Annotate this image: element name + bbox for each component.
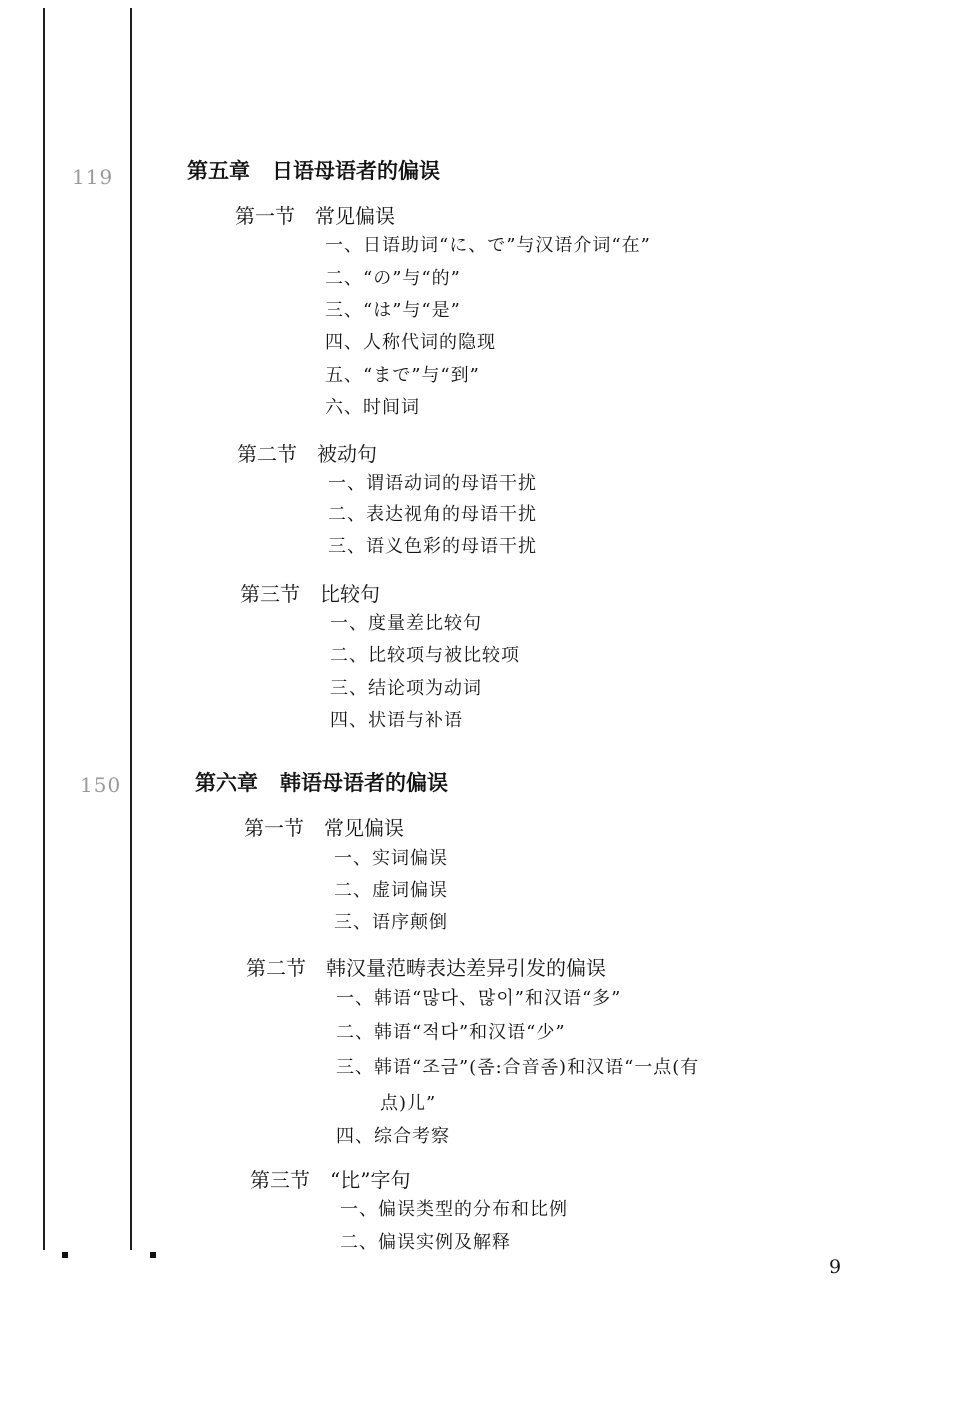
section-heading	[235, 200, 395, 229]
toc-item: 六、时间词	[325, 397, 420, 418]
section-heading	[244, 812, 404, 841]
toc-item: 二、“の”与“的”	[325, 268, 461, 289]
toc-item: 四、状语与补语	[330, 710, 463, 731]
margin-mark-right	[150, 1252, 156, 1258]
chapter-number: 第六章	[195, 770, 258, 795]
section-heading	[240, 578, 380, 607]
toc-item: 二、偏误实例及解释	[340, 1232, 511, 1253]
toc-item: 四、综合考察	[336, 1126, 450, 1147]
section-heading	[246, 952, 606, 981]
toc-item: 三、语序颠倒	[334, 912, 448, 933]
section-number: 第二节	[237, 442, 297, 466]
toc-item: 三、“は”与“是”	[325, 300, 461, 321]
toc-item: 二、韩语“적다”和汉语“少”	[336, 1022, 566, 1043]
chapter-heading	[195, 767, 448, 797]
toc-item: 一、韩语“많다、많이”和汉语“多”	[336, 988, 622, 1009]
section-number: 第三节	[240, 582, 300, 606]
section-title: 常见偏误	[324, 816, 404, 840]
toc-item: 三、韩语“조금”(좀:合音좀)和汉语“一点(有	[336, 1057, 700, 1078]
margin-rule-left	[43, 8, 45, 1250]
toc-item: 五、“まで”与“到”	[325, 365, 480, 386]
margin-number: 150	[80, 773, 122, 797]
margin-mark-left	[62, 1252, 68, 1258]
chapter-title: 韩语母语者的偏误	[280, 770, 448, 795]
toc-item: 三、结论项为动词	[330, 678, 482, 699]
section-heading	[237, 438, 377, 467]
toc-item: 一、谓语动词的母语干扰	[328, 473, 537, 494]
toc-item: 点)儿”	[380, 1093, 437, 1114]
section-number: 第一节	[244, 816, 304, 840]
toc-item: 二、虚词偏误	[334, 880, 448, 901]
section-number: 第三节	[250, 1168, 310, 1192]
toc-item: 二、比较项与被比较项	[330, 645, 520, 666]
section-number: 第二节	[246, 956, 306, 980]
section-heading	[250, 1164, 410, 1193]
toc-item: 一、日语助词“に、で”与汉语介词“在”	[325, 235, 651, 256]
toc-item: 二、表达视角的母语干扰	[328, 504, 537, 525]
toc-item: 一、偏误类型的分布和比例	[340, 1199, 568, 1220]
margin-rule-right	[130, 8, 132, 1250]
chapter-title: 日语母语者的偏误	[272, 158, 440, 183]
toc-item: 一、度量差比较句	[330, 613, 482, 634]
section-title: 常见偏误	[315, 204, 395, 228]
section-title: “比”字句	[330, 1168, 411, 1192]
toc-item: 一、实词偏误	[334, 848, 448, 869]
toc-item: 三、语义色彩的母语干扰	[328, 536, 537, 557]
margin-number: 119	[72, 165, 114, 189]
section-number: 第一节	[235, 204, 295, 228]
section-title: 被动句	[317, 442, 377, 466]
chapter-heading	[187, 155, 440, 185]
page-number: 9	[829, 1256, 842, 1278]
chapter-number: 第五章	[187, 158, 250, 183]
section-title: 韩汉量范畴表达差异引发的偏误	[326, 956, 606, 980]
section-title: 比较句	[320, 582, 380, 606]
toc-item: 四、人称代词的隐现	[325, 332, 496, 353]
